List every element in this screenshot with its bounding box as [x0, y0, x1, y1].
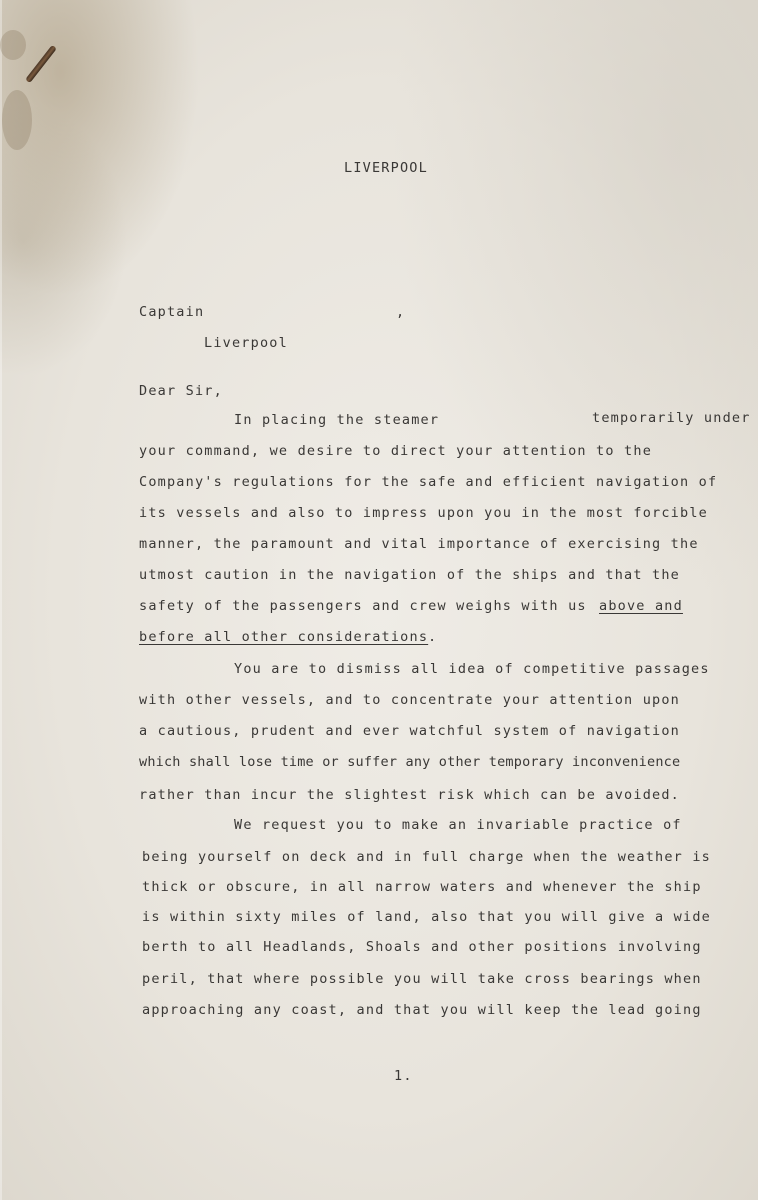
paragraph-2-line: which shall lose time or suffer any other temporary inconvenience	[139, 754, 681, 770]
heading: LIVERPOOL	[344, 160, 428, 176]
address-captain: Captain	[139, 304, 205, 320]
paragraph-1-line: your command, we desire to direct your attention to the	[139, 443, 653, 459]
paragraph-3-line: thick or obscure, in all narrow waters and whenever the ship	[142, 879, 702, 895]
address-mark: ,	[396, 304, 406, 320]
paragraph-3-line: peril, that where possible you will take cross bearings when	[142, 971, 702, 987]
underlined-text: above and	[599, 598, 683, 614]
paper-crease	[0, 0, 2, 1200]
paper-stain	[2, 90, 32, 150]
paragraph-2-line: a cautious, prudent and ever watchful system of navigation	[139, 723, 681, 739]
address-city: Liverpool	[204, 335, 288, 351]
paragraph-2-line: with other vessels, and to concentrate your attention upon	[139, 692, 681, 708]
paragraph-1-line: temporarily under	[592, 410, 751, 426]
paragraph-2-line: You are to dismiss all idea of competitive passages	[234, 661, 710, 677]
paragraph-1-line: manner, the paramount and vital importance of exercising the	[139, 536, 699, 552]
page-number: 1.	[394, 1068, 413, 1084]
paragraph-2-line: rather than incur the slightest risk which can be avoided.	[139, 787, 681, 803]
paragraph-1-line: Company's regulations for the safe and efficient navigation of	[139, 474, 718, 490]
paragraph-3-line: We request you to make an invariable practice of	[234, 817, 682, 833]
paragraph-3-line: being yourself on deck and in full charge when the weather is	[142, 849, 711, 865]
paragraph-3-line: berth to all Headlands, Shoals and other positions involving	[142, 939, 702, 955]
paragraph-1-line: In placing the steamer	[234, 412, 440, 428]
paragraph-1-line: safety of the passengers and crew weighs with us	[139, 598, 587, 614]
paragraph-1-line: utmost caution in the navigation of the ships and that the	[139, 567, 681, 583]
underlined-text: before all other considerations	[139, 629, 429, 645]
paragraph-1-line: .	[428, 629, 438, 645]
paragraph-3-line: approaching any coast, and that you will keep the lead going	[142, 1002, 702, 1018]
paragraph-3-line: is within sixty miles of land, also that you will give a wide	[142, 909, 711, 925]
salutation: Dear Sir,	[139, 383, 223, 399]
staple	[25, 45, 57, 83]
paper-stain	[0, 30, 26, 60]
paragraph-1-line: its vessels and also to impress upon you in the most forcible	[139, 505, 708, 521]
